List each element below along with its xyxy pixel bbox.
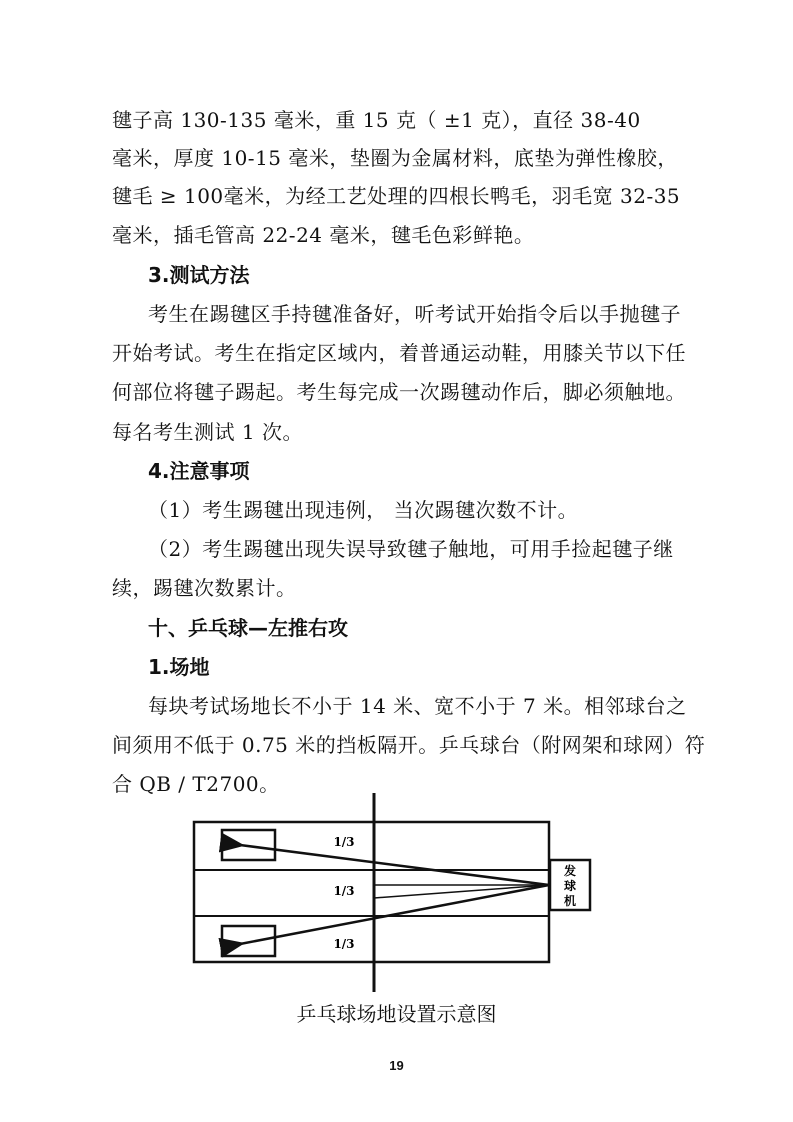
spec-line-3: 毽毛 ≥ 100毫米，为经工艺处理的四根长鸭毛，羽毛宽 32-35 xyxy=(112,184,681,208)
serving-machine-label-2: 球 xyxy=(563,879,577,893)
trajectory-lower-arrow xyxy=(240,885,549,944)
notes-line-2: （2）考生踢毽出现失误导致毽子触地，可用手捡起毽子继 xyxy=(148,537,674,561)
notes-line-3: 续，踢毽次数累计。 xyxy=(112,576,297,600)
section-heading: 十、乒乓球—左推右攻 xyxy=(148,616,348,640)
method-line-4: 每名考生测试 1 次。 xyxy=(112,420,303,444)
serving-machine-label-1: 发 xyxy=(563,864,577,878)
venue-heading: 1.场地 xyxy=(148,655,210,679)
diagram-caption: 乒乓球场地设置示意图 xyxy=(296,1002,497,1026)
spec-line-1: 毽子高 130-135 毫米，重 15 克（ ±1 克），直径 38-40 xyxy=(112,108,641,132)
notes-heading: 4.注意事项 xyxy=(148,459,250,483)
court-outline xyxy=(194,822,549,962)
zone-label-middle: 1/3 xyxy=(333,884,355,898)
notes-line-1: （1）考生踢毽出现违例， 当次踢毽次数不计。 xyxy=(148,498,579,522)
spec-line-2: 毫米，厚度 10-15 毫米，垫圈为金属材料，底垫为弹性橡胶， xyxy=(112,146,678,170)
method-line-3: 何部位将毽子踢起。考生每完成一次踢毽动作后，脚必须触地。 xyxy=(112,380,686,404)
trajectory-center-line-2 xyxy=(374,885,549,898)
venue-line-3: 合 QB / T2700。 xyxy=(112,772,280,796)
venue-line-1: 每块考试场地长不小于 14 米、宽不小于 7 米。相邻球台之 xyxy=(148,694,687,718)
trajectory-upper-arrow xyxy=(240,845,549,885)
method-line-1: 考生在踢毽区手持毽准备好，听考试开始指令后以手抛毽子 xyxy=(148,302,681,326)
target-box-lower xyxy=(222,926,275,956)
serving-machine-label-3: 机 xyxy=(563,894,577,908)
zone-label-top: 1/3 xyxy=(333,835,355,849)
method-heading: 3.测试方法 xyxy=(148,263,250,287)
spec-line-4: 毫米，插毛管高 22-24 毫米，毽毛色彩鲜艳。 xyxy=(112,223,535,247)
method-line-2: 开始考试。考生在指定区域内，着普通运动鞋，用膝关节以下任 xyxy=(112,341,686,365)
page-number: 19 xyxy=(389,1058,404,1073)
zone-label-bottom: 1/3 xyxy=(333,937,355,951)
venue-line-2: 间须用不低于 0.75 米的挡板隔开。乒乓球台（附网架和球网）符 xyxy=(112,733,706,757)
